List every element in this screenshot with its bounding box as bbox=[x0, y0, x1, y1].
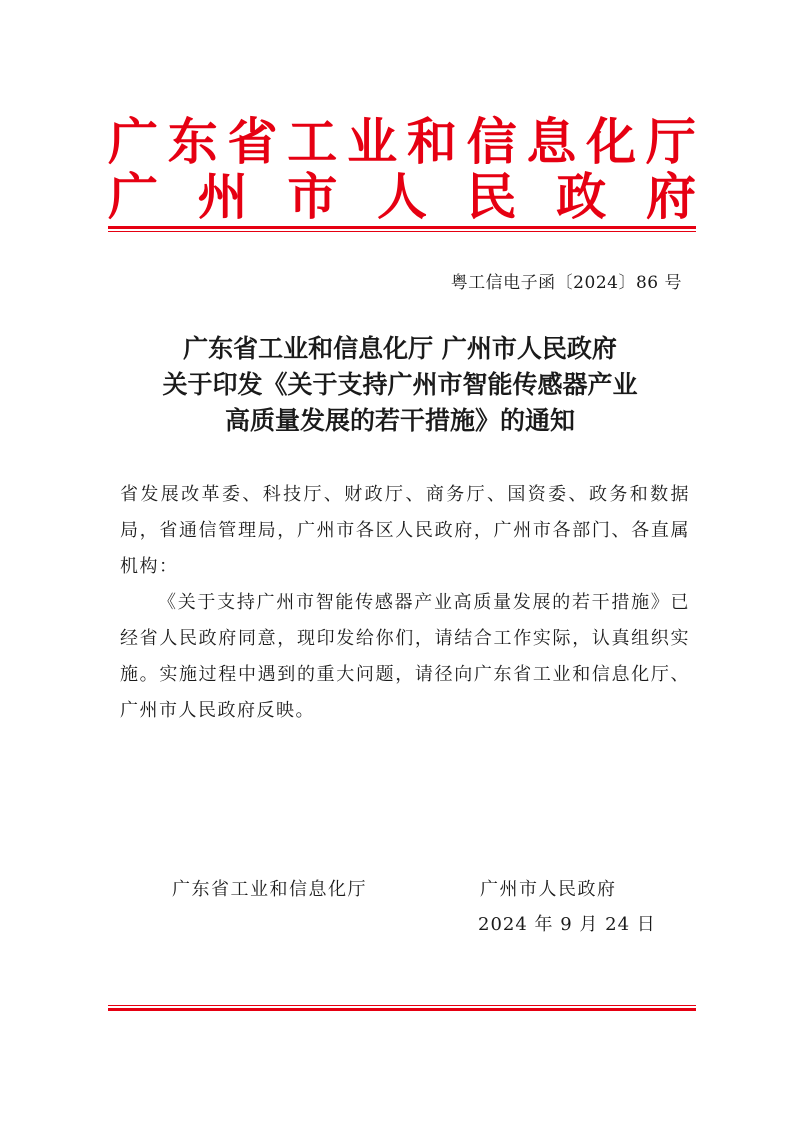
body-paragraph: 《关于支持广州市智能传感器产业高质量发展的若干措施》已经省人民政府同意，现印发给你们，请结合工作实际，认真组织实施。实施过程中遇到的重大问题，请径向广东省工业和信息化厅、广州市人民政府反映。 bbox=[120, 592, 690, 721]
line1-char: 息 bbox=[526, 112, 577, 171]
line1-char: 工 bbox=[287, 112, 338, 171]
line2-char: 政 bbox=[556, 167, 607, 226]
line2-char: 州 bbox=[197, 167, 248, 226]
line1-char: 省 bbox=[227, 112, 278, 171]
addressee: 省发展改革委、科技厅、财政厅、商务厅、国资委、政务和数据局，省通信管理局，广州市各区人民政府，广州市各部门、各直属机构： bbox=[120, 484, 690, 577]
line1-char: 信 bbox=[466, 112, 517, 171]
issuer-header-line-1 bbox=[108, 113, 696, 171]
document-title-line-2: 关于印发《关于支持广州市智能传感器产业 bbox=[162, 370, 638, 399]
line1-char: 广 bbox=[108, 112, 158, 171]
document-title bbox=[100, 331, 700, 439]
document-number: 粤工信电子函〔2024〕86 号 bbox=[450, 273, 682, 293]
line2-char: 广 bbox=[108, 167, 158, 226]
signature-issuer-left: 广东省工业和信息化厅 bbox=[172, 879, 367, 900]
signature-issuer-right: 广州市人民政府 bbox=[480, 879, 617, 900]
footer-red-rule-thin bbox=[108, 1005, 696, 1006]
line2-char: 府 bbox=[645, 167, 696, 226]
line2-char: 民 bbox=[466, 167, 517, 226]
line1-char: 厅 bbox=[645, 112, 696, 171]
header-red-rule bbox=[108, 226, 696, 229]
footer-red-rule bbox=[108, 1008, 696, 1011]
line1-char: 和 bbox=[406, 112, 457, 171]
header-red-rule-thin bbox=[108, 231, 696, 232]
line1-char: 业 bbox=[347, 112, 398, 171]
line1-char: 东 bbox=[167, 112, 218, 171]
line2-char: 市 bbox=[287, 167, 338, 226]
issuer-header-line-2 bbox=[108, 168, 696, 226]
line2-char: 人 bbox=[376, 167, 427, 226]
line1-char: 化 bbox=[586, 112, 637, 171]
signature-date: 2024 年 9 月 24 日 bbox=[478, 914, 656, 935]
document-title-line-1: 广东省工业和信息化厅 广州市人民政府 bbox=[183, 334, 617, 363]
document-title-line-3: 高质量发展的若干措施》的通知 bbox=[224, 406, 575, 435]
